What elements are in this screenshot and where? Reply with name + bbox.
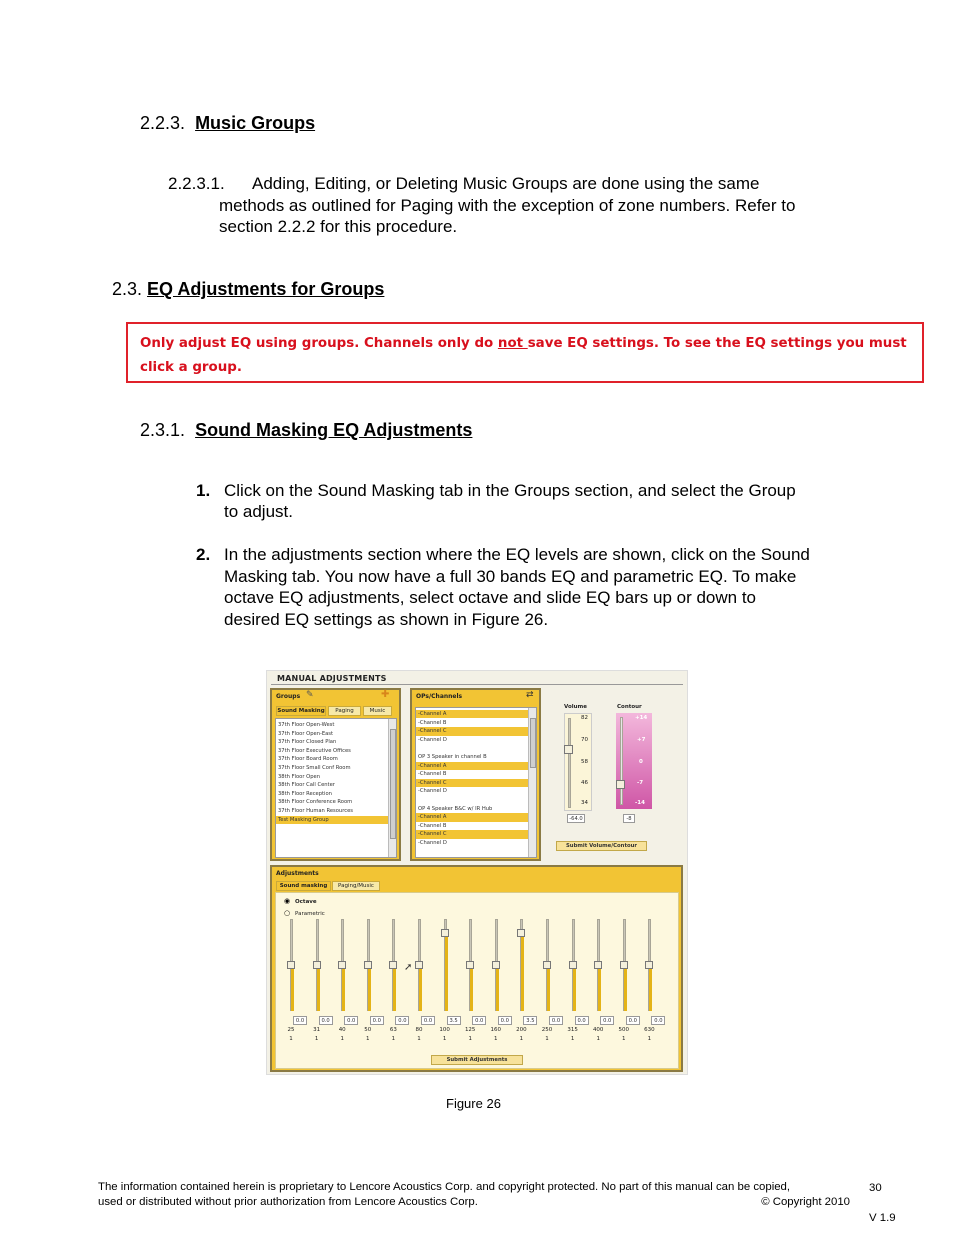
footer-line: The information contained herein is proprietary to Lencore Acoustics Corp. and copyright protected. No part of this manual can be copied, xyxy=(98,1181,791,1193)
contour-label: Contour xyxy=(617,704,642,710)
eq-band-handle[interactable] xyxy=(620,961,628,969)
eq-band-frequency: 100 xyxy=(439,1027,450,1033)
page-number: 30 xyxy=(869,1182,882,1194)
eq-band-fill xyxy=(573,965,576,1011)
eq-band-value[interactable]: 0.0 xyxy=(395,1016,409,1025)
channel-list-item[interactable]: OP 3 Speaker in channel B xyxy=(418,754,487,760)
footer-line-2 xyxy=(98,1195,858,1210)
channels-list[interactable] xyxy=(415,707,537,858)
tab-paging-music[interactable]: Paging/Music xyxy=(332,881,380,891)
subsection-number: 2.2.3.1. xyxy=(168,174,225,193)
channels-header: OPs/Channels xyxy=(416,693,463,700)
section-title: Sound Masking EQ Adjustments xyxy=(195,420,473,440)
eq-band-handle[interactable] xyxy=(569,961,577,969)
tab-sound-masking[interactable]: Sound masking xyxy=(276,881,331,891)
volume-slot xyxy=(568,718,571,808)
warning-box xyxy=(126,322,924,383)
channel-list-item[interactable]: -Channel C xyxy=(416,727,529,735)
group-list-item[interactable]: 38th Floor Open xyxy=(278,773,320,780)
eq-band-value[interactable]: 0.0 xyxy=(575,1016,589,1025)
eq-band-q: 1 xyxy=(442,1036,447,1042)
groups-panel xyxy=(270,688,401,861)
section-title: Music Groups xyxy=(195,113,316,133)
section-heading-eq xyxy=(112,279,384,300)
eq-band-frequency: 400 xyxy=(592,1027,604,1033)
eq-band-q: 1 xyxy=(545,1036,549,1042)
step-line: octave EQ adjustments, select octave and slide EQ bars up or down to xyxy=(224,588,757,607)
volume-tick: 82 xyxy=(581,715,588,721)
eq-band-fill xyxy=(291,965,294,1011)
version: V 1.9 xyxy=(869,1212,896,1224)
adjustments-header: Adjustments xyxy=(276,870,319,877)
scroll-thumb[interactable] xyxy=(530,718,536,768)
eq-band-handle[interactable] xyxy=(313,961,321,969)
eq-band-frequency: 63 xyxy=(389,1027,397,1033)
channels-panel xyxy=(410,688,541,861)
figure-caption: Figure 26 xyxy=(446,1096,501,1111)
eq-band-q: 1 xyxy=(391,1036,396,1042)
tab-music[interactable]: Music xyxy=(363,706,392,716)
eq-band-handle[interactable] xyxy=(364,961,372,969)
refresh-icon[interactable]: ⇄ xyxy=(526,690,534,700)
step-line: Click on the Sound Masking tab in the Groups section, and select the Group xyxy=(224,481,796,500)
eq-band-fill xyxy=(649,965,652,1011)
eq-band-handle[interactable] xyxy=(517,929,525,937)
volume-tick: 34 xyxy=(581,800,588,806)
warning-part: save EQ settings. To see the EQ settings you must click a group. xyxy=(140,336,907,375)
contour-slider-handle[interactable] xyxy=(616,780,625,789)
footer xyxy=(98,1180,858,1210)
eq-band-frequency: 80 xyxy=(415,1027,423,1033)
copyright: © Copyright 2010 xyxy=(761,1196,850,1208)
channel-list-item[interactable]: -Channel C xyxy=(416,779,529,787)
volume-value[interactable]: -64.0 xyxy=(567,814,585,823)
group-list-item[interactable]: 37th Floor Small Conf Room xyxy=(278,765,351,771)
channel-list-item[interactable]: -Channel D xyxy=(418,788,447,795)
channel-list-item[interactable]: OP 4 Speaker B&C w/ IR Hub xyxy=(418,805,493,812)
submit-adjustments-button[interactable]: Submit Adjustments xyxy=(431,1055,523,1065)
parametric-label: Parametric xyxy=(295,911,325,917)
eq-band-fill xyxy=(368,965,371,1011)
eq-band-handle[interactable] xyxy=(645,961,653,969)
octave-radio[interactable]: ◉ xyxy=(284,897,291,905)
section-number: 2.3. xyxy=(112,279,143,299)
eq-band-frequency: 160 xyxy=(490,1027,502,1033)
eq-band-fill xyxy=(342,965,345,1011)
step-line: Masking tab. You now have a full 30 bands EQ and parametric EQ. To make xyxy=(224,567,797,586)
channel-list-item[interactable]: -Channel A xyxy=(416,762,529,770)
scrollbar[interactable] xyxy=(528,708,536,857)
eq-band-fill xyxy=(624,965,627,1011)
channel-list-item[interactable]: -Channel C xyxy=(416,830,529,838)
warning-text xyxy=(140,332,910,380)
step-line: to adjust. xyxy=(224,502,293,521)
group-list-item[interactable]: 38th Floor Reception xyxy=(278,790,332,797)
eq-band-q: 1 xyxy=(340,1036,344,1042)
eq-band-fill xyxy=(521,933,524,1011)
group-list-item[interactable]: 37th Floor Open-East xyxy=(278,730,334,737)
tab-sound-masking[interactable]: Sound Masking xyxy=(277,708,325,714)
eq-band-frequency: 315 xyxy=(567,1027,578,1033)
eq-band-q: 1 xyxy=(314,1036,319,1042)
group-list-item[interactable]: 38th Floor Call Center xyxy=(278,782,335,789)
eq-band-handle[interactable] xyxy=(389,961,397,969)
volume-tick: 70 xyxy=(581,737,588,743)
eq-band-frequency: 25 xyxy=(287,1027,295,1033)
channel-list-item[interactable]: -Channel A xyxy=(416,710,529,718)
eq-band-value[interactable]: 0.0 xyxy=(293,1016,307,1025)
eq-band-fill xyxy=(419,965,422,1011)
group-list-item[interactable]: 37th Floor Open-West xyxy=(278,722,335,728)
eq-band-value[interactable]: 0.0 xyxy=(498,1016,512,1025)
eq-band-q: 1 xyxy=(468,1036,472,1042)
eq-band-frequency: 200 xyxy=(516,1027,527,1033)
eq-band-value[interactable]: 3.5 xyxy=(523,1016,537,1025)
octave-label: Octave xyxy=(295,899,317,905)
eq-band-q: 1 xyxy=(494,1036,498,1042)
channel-list-item[interactable]: -Channel D xyxy=(418,736,447,743)
group-list-item[interactable]: 37th Floor Human Resources xyxy=(278,808,353,814)
eq-band-q: 1 xyxy=(596,1036,600,1042)
section-heading-music-groups xyxy=(140,113,315,134)
edit-icon[interactable]: ✎ xyxy=(306,690,314,700)
channel-list-item[interactable]: -Channel D xyxy=(418,840,447,846)
section-heading-sound-masking-eq xyxy=(140,420,472,441)
eq-band-q: 1 xyxy=(366,1036,370,1042)
eq-band-value[interactable]: 0.0 xyxy=(472,1016,486,1025)
groups-header: Groups xyxy=(276,693,301,700)
contour-slot xyxy=(620,717,623,805)
eq-band-fill xyxy=(496,965,499,1011)
eq-band-fill xyxy=(393,965,396,1011)
eq-band-q: 1 xyxy=(417,1036,421,1042)
eq-band-value[interactable]: 3.5 xyxy=(447,1016,461,1025)
scrollbar[interactable] xyxy=(388,719,396,857)
section-number: 2.2.3. xyxy=(140,113,186,133)
eq-band-q: 1 xyxy=(289,1036,293,1042)
eq-band-handle[interactable] xyxy=(466,961,474,969)
eq-band-value[interactable]: 0.0 xyxy=(421,1016,435,1025)
eq-band-frequency: 40 xyxy=(338,1027,346,1033)
eq-band-frequency: 125 xyxy=(464,1027,476,1033)
eq-band-handle[interactable] xyxy=(594,961,602,969)
channel-list-item[interactable]: -Channel B xyxy=(418,771,447,778)
channel-list-item[interactable]: -Channel B xyxy=(418,719,447,726)
eq-band-fill xyxy=(317,965,320,1011)
eq-band-value[interactable]: 0.0 xyxy=(319,1016,333,1025)
scroll-thumb[interactable] xyxy=(390,729,396,839)
eq-band-fill xyxy=(547,965,550,1011)
group-list-item[interactable]: 37th Floor Board Room xyxy=(278,756,338,763)
tab-paging[interactable]: Paging xyxy=(328,706,361,716)
contour-value[interactable]: -8 xyxy=(623,814,635,823)
divider xyxy=(271,684,683,685)
contour-tick: +7 xyxy=(637,737,646,743)
section-title: EQ Adjustments for Groups xyxy=(147,279,385,299)
eq-band-handle[interactable] xyxy=(543,961,551,969)
eq-area xyxy=(275,892,679,1069)
figure-title: MANUAL ADJUSTMENTS xyxy=(277,674,387,683)
paragraph-line: Adding, Editing, or Deleting Music Groups are done using the same xyxy=(252,174,760,193)
volume-slider-handle[interactable] xyxy=(564,745,573,754)
groups-list[interactable] xyxy=(275,718,397,858)
eq-band-fill xyxy=(598,965,601,1011)
section-number: 2.3.1. xyxy=(140,420,186,440)
warning-emphasis: not xyxy=(497,336,528,351)
parametric-radio[interactable]: ○ xyxy=(284,909,291,917)
eq-band-q: 1 xyxy=(647,1036,652,1042)
submit-volume-contour-button[interactable]: Submit Volume/Contour xyxy=(556,841,647,851)
eq-band-frequency: 31 xyxy=(313,1027,321,1033)
eq-band-frequency: 630 xyxy=(644,1027,655,1033)
cursor-icon: ➚ xyxy=(404,962,413,973)
group-list-item[interactable]: 37th Floor Executive Offices xyxy=(278,747,351,754)
channel-list-item[interactable]: -Channel A xyxy=(416,813,529,821)
paragraph-line: methods as outlined for Paging with the exception of zone numbers. Refer to xyxy=(219,196,796,215)
eq-band-frequency: 50 xyxy=(364,1027,372,1033)
step-number: 2. xyxy=(196,545,211,564)
eq-band-fill xyxy=(470,965,473,1011)
footer-line: used or distributed without prior authorization from Lencore Acoustics Corp. xyxy=(98,1196,478,1208)
step-number: 1. xyxy=(196,481,211,500)
eq-band-q: 1 xyxy=(570,1036,575,1042)
eq-band-handle[interactable] xyxy=(338,961,346,969)
eq-band-value[interactable]: 0.0 xyxy=(370,1016,384,1025)
warning-part: Only adjust EQ using groups. Channels only do xyxy=(140,336,498,351)
eq-band-value[interactable]: 0.0 xyxy=(626,1016,640,1025)
step-line: In the adjustments section where the EQ levels are shown, click on the Sound xyxy=(224,545,810,564)
eq-band-handle[interactable] xyxy=(492,961,500,969)
eq-band-q: 1 xyxy=(519,1036,524,1042)
step-line: desired EQ settings as shown in Figure 26. xyxy=(224,610,549,629)
figure-manual-adjustments xyxy=(266,670,688,1075)
eq-band-fill xyxy=(445,933,448,1011)
contour-tick: -14 xyxy=(635,800,645,806)
eq-band-handle[interactable] xyxy=(415,961,423,969)
eq-band-value[interactable]: 0.0 xyxy=(549,1016,563,1025)
contour-tick: 0 xyxy=(639,759,643,765)
contour-tick: -7 xyxy=(637,780,644,786)
eq-band-handle[interactable] xyxy=(287,961,295,969)
eq-band-value[interactable]: 0.0 xyxy=(600,1016,614,1025)
eq-band-value[interactable]: 0.0 xyxy=(344,1016,358,1025)
channel-list-item[interactable]: -Channel B xyxy=(418,822,447,829)
add-icon[interactable]: ✚ xyxy=(381,689,390,700)
group-list-item[interactable]: 38th Floor Conference Room xyxy=(278,799,353,806)
eq-band-q: 1 xyxy=(622,1036,626,1042)
paragraph-line: section 2.2.2 for this procedure. xyxy=(219,217,458,236)
adjustments-panel xyxy=(270,865,683,1072)
contour-tick: +14 xyxy=(635,715,648,721)
eq-band-frequency: 500 xyxy=(618,1027,630,1033)
volume-tick: 58 xyxy=(581,759,588,765)
group-list-item[interactable]: 37th Floor Closed Plan xyxy=(278,739,337,746)
eq-band-frequency: 250 xyxy=(541,1027,553,1033)
volume-tick: 46 xyxy=(581,780,588,786)
eq-band-value[interactable]: 0.0 xyxy=(651,1016,665,1025)
eq-band-handle[interactable] xyxy=(441,929,449,937)
group-list-item[interactable]: Test Masking Group xyxy=(276,816,389,824)
volume-label: Volume xyxy=(564,704,587,710)
